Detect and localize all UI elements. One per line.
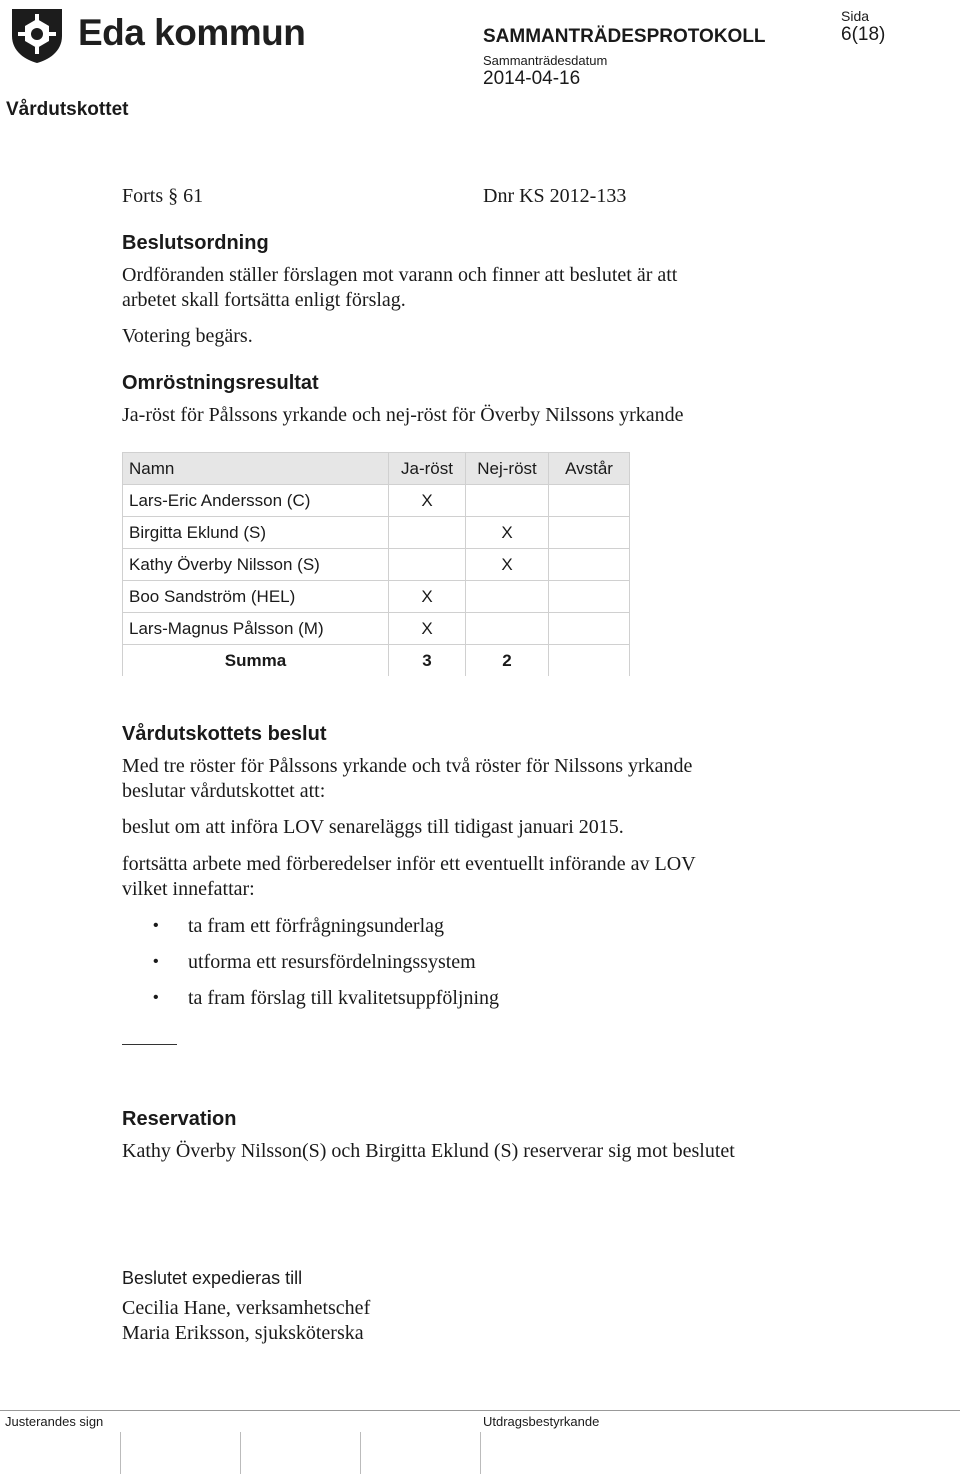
ja-vote [389, 549, 466, 581]
summary-row [123, 645, 630, 677]
member-name: Lars-Magnus Pålsson (M) [123, 613, 389, 645]
signature-box [480, 1432, 481, 1474]
reservation-text: Kathy Överby Nilsson(S) och Birgitta Eklund (S) reserverar sig mot beslutet [122, 1140, 735, 1162]
case-number: Dnr KS 2012-133 [483, 185, 627, 207]
abstain-vote [549, 549, 630, 581]
beslutsordning-heading: Beslutsordning [122, 232, 269, 254]
list-item: utforma ett resursfördelningssystem [188, 951, 476, 973]
beslut-intro-line-1: Med tre röster för Pålssons yrkande och två röster för Nilssons yrkande [122, 755, 693, 777]
bullet-icon: • [153, 917, 159, 934]
ja-vote: X [389, 485, 466, 517]
ja-vote [389, 517, 466, 549]
expedition-heading: Beslutet expedieras till [122, 1268, 303, 1288]
nej-vote: X [466, 517, 549, 549]
justerandes-sign-label: Justerandes sign [5, 1414, 104, 1429]
column-header-nej: Nej-röst [466, 453, 549, 485]
abstain-vote [549, 485, 630, 517]
nej-vote [466, 613, 549, 645]
beslutsordning-line-1: Ordföranden ställer förslagen mot varann och finner att beslutet är att [122, 264, 678, 286]
recipient: Maria Eriksson, sjuksköterska [122, 1322, 364, 1344]
ja-vote: X [389, 581, 466, 613]
meeting-date: 2014-04-16 [483, 68, 581, 89]
bullet-icon: • [153, 989, 159, 1006]
list-item: ta fram förslag till kvalitetsuppföljning [188, 987, 500, 1009]
signature-box [360, 1432, 361, 1474]
nej-vote: X [466, 549, 549, 581]
abstain-vote [549, 517, 630, 549]
beslut-point-1: beslut om att införa LOV senareläggs till tidigast januari 2015. [122, 816, 624, 838]
vote-table-header [123, 453, 630, 485]
beslut-point-2-line-1: fortsätta arbete med förberedelser inför ett eventuellt införande av LOV [122, 853, 696, 875]
summa-avstar [549, 645, 630, 677]
summa-ja: 3 [389, 645, 466, 677]
member-name: Lars-Eric Andersson (C) [123, 485, 389, 517]
member-name: Birgitta Eklund (S) [123, 517, 389, 549]
votering-text: Votering begärs. [122, 325, 253, 347]
utdragsbestyrkande-label: Utdragsbestyrkande [483, 1414, 600, 1429]
column-header-ja: Ja-röst [389, 453, 466, 485]
table-row [123, 581, 630, 613]
footer-divider [0, 1410, 960, 1411]
beslut-point-2-line-2: vilket innefattar: [122, 878, 255, 900]
table-row [123, 517, 630, 549]
list-item: ta fram ett förfrågningsunderlag [188, 915, 445, 937]
column-header-name: Namn [123, 453, 389, 485]
committee-name: Vårdutskottet [6, 99, 129, 120]
reservation-heading: Reservation [122, 1108, 237, 1130]
abstain-vote [549, 613, 630, 645]
column-header-avstar: Avstår [549, 453, 630, 485]
bullet-icon: • [153, 953, 159, 970]
beslutsordning-line-2: arbetet skall fortsätta enligt förslag. [122, 289, 406, 311]
page-label: Sida [841, 8, 870, 24]
summa-label: Summa [123, 645, 389, 677]
paragraph-reference: Forts § 61 [122, 185, 204, 207]
document-type: SAMMANTRÄDESPROTOKOLL [483, 26, 766, 47]
municipality-name: Eda kommun [78, 12, 306, 53]
ja-vote: X [389, 613, 466, 645]
beslut-heading: Vårdutskottets beslut [122, 723, 327, 745]
municipality-logo [8, 6, 66, 64]
vote-table [122, 452, 630, 676]
omrostning-heading: Omröstningsresultat [122, 372, 319, 394]
section-divider [122, 1044, 177, 1045]
summa-nej: 2 [466, 645, 549, 677]
signature-box [120, 1432, 121, 1474]
member-name: Boo Sandström (HEL) [123, 581, 389, 613]
abstain-vote [549, 581, 630, 613]
nej-vote [466, 485, 549, 517]
signature-box [240, 1432, 241, 1474]
meeting-date-label: Sammanträdesdatum [483, 53, 608, 68]
table-row [123, 549, 630, 581]
page-number: 6(18) [841, 24, 886, 45]
nej-vote [466, 581, 549, 613]
omrostning-text: Ja-röst för Pålssons yrkande och nej-röst för Överby Nilssons yrkande [122, 404, 684, 426]
table-row [123, 485, 630, 517]
beslut-intro-line-2: beslutar vårdutskottet att: [122, 780, 326, 802]
table-row [123, 613, 630, 645]
member-name: Kathy Överby Nilsson (S) [123, 549, 389, 581]
recipient: Cecilia Hane, verksamhetschef [122, 1297, 371, 1319]
